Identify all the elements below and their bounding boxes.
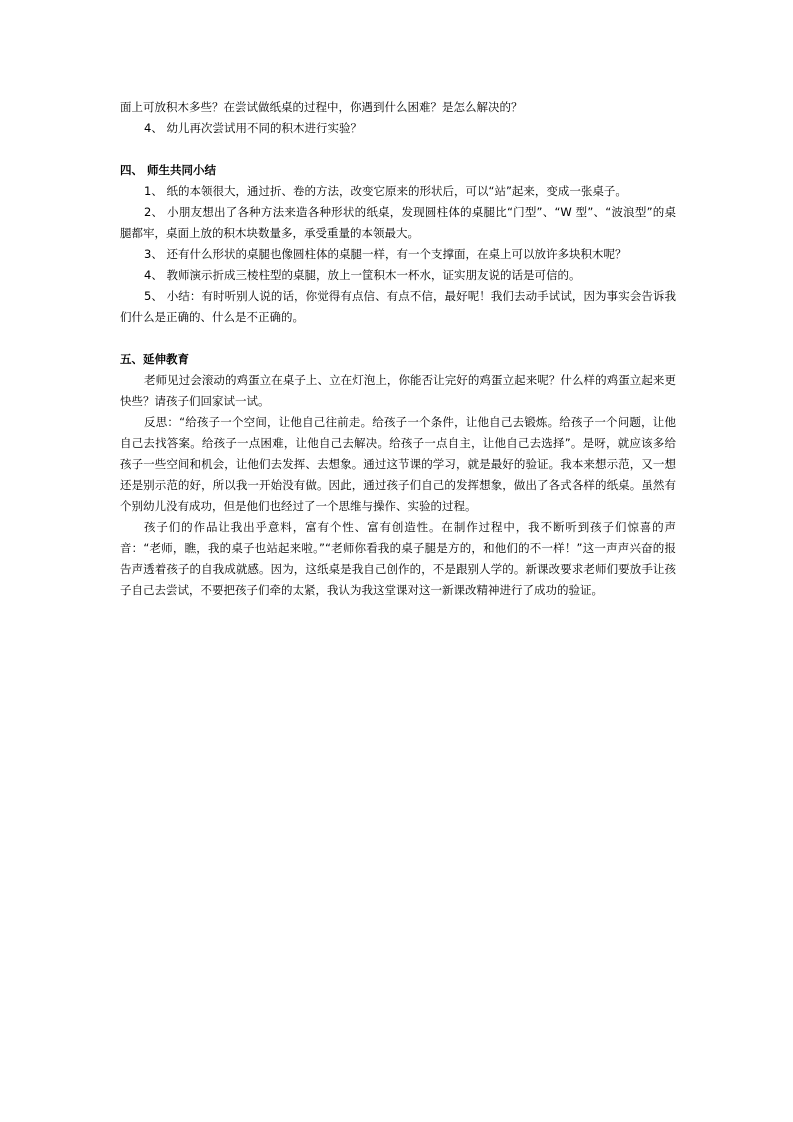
list-item-text: 还有什么形状的桌腿也像圆柱体的桌腿一样，有一个支撑面，在桌上可以放许多块积木呢？ (166, 247, 627, 261)
list-item-text: 小朋友想出了各种方法来造各种形状的纸桌，发现圆柱体的桌腿比“门型”、“W 型”、“波浪型”的桌腿都牢，桌面上放的积木块数量多，承受重量的本领最大。 (120, 205, 676, 240)
list-item (120, 181, 676, 202)
list-item (120, 265, 676, 286)
list-item-number: 5、 (144, 289, 163, 303)
list-item (120, 244, 676, 265)
body-paragraph: 老师见过会滚动的鸡蛋立在桌子上、立在灯泡上，你能否让完好的鸡蛋立起来呢？什么样的鸡蛋立起来更快些？请孩子们回家试一试。 (120, 373, 676, 408)
list-item-text: 教师演示折成三棱柱型的桌腿，放上一筐积木一杯水，证实朋友说的话是可信的。 (166, 268, 581, 282)
reflection-paragraph: 反思：“给孩子一个空间，让他自己往前走。给孩子一个条件，让他自己去锻炼。给孩子一个问题，让他自己去找答案。给孩子一点困难，让他自己去解决。给孩子一点自主，让他自己去选择”。是呀，就应该多给孩子一些空间和机会，让他们去发挥、去想象。通过这节课的学习，就是最好的验证。我本来想示范，又一想还是别示范的好，所以我一开始没有做。因此，通过孩子们自己的发挥想象，做出了各式各样的纸桌。虽然有个别幼儿没有成功，但是他们也经过了一个思维与操作、实验的过程。 (120, 415, 676, 513)
body-paragraph: 孩子们的作品让我出乎意料，富有个性、富有创造性。在制作过程中，我不断听到孩子们惊喜的声音：“老师，瞧，我的桌子也站起来啦。”“老师你看我的桌子腿是方的，和他们的不一样！”这一声声兴奋的报告声透着孩子的自我成就感。因为，这纸桌是我自己创作的，不是跟别人学的。新课改要求老师们要放手让孩子自己去尝试，不要把孩子们牵的太紧，我认为我这堂课对这一新课改精神进行了成功的验证。 (120, 520, 676, 597)
list-item-text: 幼儿再次尝试用不同的积木进行实验？ (166, 121, 362, 135)
section-heading-summary: 四、 师生共同小结 (120, 163, 217, 177)
list-item (120, 202, 676, 244)
list-item-number: 4、 (144, 268, 163, 282)
list-item-text: 纸的本领很大，通过折、卷的方法，改变它原来的形状后，可以“站”起来，变成一张桌子。 (166, 184, 627, 198)
spacer (120, 139, 676, 160)
list-item-number: 2、 (144, 205, 164, 219)
list-item (120, 286, 676, 328)
list-item-number: 4、 (144, 121, 163, 135)
list-item (120, 118, 676, 139)
spacer (120, 328, 676, 349)
list-item-text: 小结：有时听别人说的话，你觉得有点信、有点不信，最好呢！我们去动手试试，因为事实会告诉我们什么是正确的、什么是不正确的。 (120, 289, 676, 324)
list-item-number: 1、 (144, 184, 163, 198)
document-body (120, 97, 676, 601)
list-item-number: 3、 (144, 247, 163, 261)
section-heading-extension: 五、延伸教育 (120, 352, 189, 366)
continued-paragraph: 面上可放积木多些？在尝试做纸桌的过程中，你遇到什么困难？是怎么解决的？ (120, 100, 523, 114)
